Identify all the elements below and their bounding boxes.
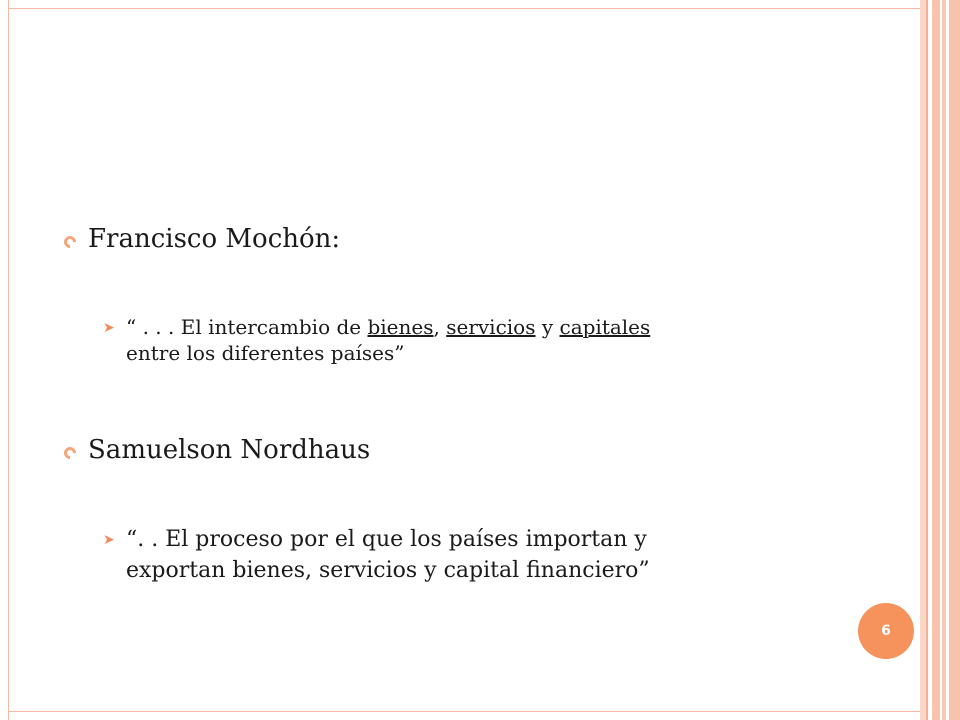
quote-text: entre los diferentes países” (126, 341, 405, 365)
bullet-heading-samuelson: Samuelson Nordhaus (88, 435, 371, 465)
term-bienes: bienes (367, 315, 434, 339)
decor-stripe (932, 0, 940, 720)
quote-samuelson (126, 525, 650, 587)
page-number-badge: 6 (858, 603, 914, 659)
term-capitales: capitales (559, 315, 651, 339)
quote-text: , (433, 315, 447, 339)
bullet-circle-icon (62, 445, 79, 462)
quote-mochon (126, 314, 650, 366)
arrow-bullet-icon: ➤ (103, 320, 115, 336)
quote-text: “. . El proceso por el que los países importan y (126, 527, 647, 552)
term-servicios: servicios (446, 315, 536, 339)
bullet-heading-mochon: Francisco Mochón: (88, 224, 341, 254)
frame-top-line (8, 8, 920, 9)
quote-text: y (535, 315, 560, 339)
quote-text: exportan bienes, servicios y capital financiero” (126, 557, 650, 583)
bullet-circle-icon (62, 234, 79, 251)
frame-bottom-line (8, 711, 920, 712)
decor-stripe (949, 0, 960, 720)
quote-text: “ . . . El intercambio de (126, 315, 368, 339)
frame-left-line (8, 0, 9, 720)
arrow-bullet-icon: ➤ (103, 532, 115, 548)
